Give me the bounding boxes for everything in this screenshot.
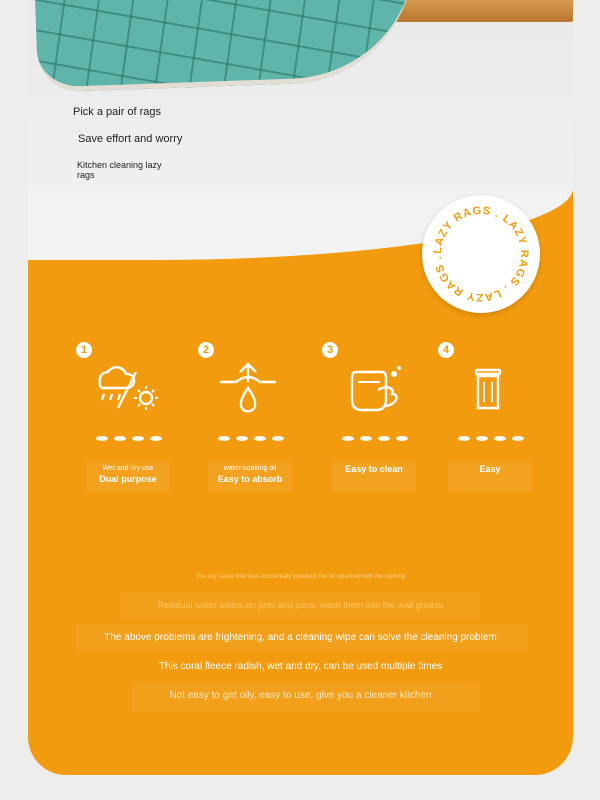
step-dots [96, 436, 166, 446]
step-number: 3 [322, 342, 338, 358]
step-2 [198, 342, 298, 502]
step-1 [76, 342, 176, 502]
cleaning-hand-icon [336, 360, 408, 416]
step-4 [438, 342, 538, 502]
svg-text:LAZY RAGS . LAZY RAGS . LAZY R [432, 205, 530, 303]
caption-big: Easy to clean [345, 464, 403, 474]
intro-line-2: Save effort and worry [78, 133, 183, 145]
badge-text: LAZY RAGS . LAZY RAGS . LAZY RAGS . [431, 204, 531, 304]
body-line-5: Not easy to get oily, easy to use, give you a cleaner kitchen [169, 690, 432, 701]
wet-dry-icon [90, 360, 162, 416]
lazy-rags-badge [422, 195, 540, 313]
caption-big: Dual purpose [99, 474, 157, 484]
step-3 [322, 342, 422, 502]
body-line-2: Residual water stains on pots and pans, wash them into the wall grease [157, 600, 444, 610]
step-number: 4 [438, 342, 454, 358]
step-dots [342, 436, 412, 446]
step-number: 1 [76, 342, 92, 358]
step-dots [218, 436, 288, 446]
step-caption [208, 462, 292, 492]
intro-line-1: Pick a pair of rags [73, 106, 162, 118]
water-absorb-icon [212, 360, 284, 416]
caption-big: Easy to absorb [217, 474, 283, 484]
intro-line-3: Kitchen cleaning lazy rags [77, 160, 162, 180]
caption-big: Easy [479, 464, 501, 474]
caption-small: Wet and dry use [102, 465, 154, 472]
body-line-1: The soy sauce that was accidentally knocked, the oil splashed with the cooking [195, 574, 406, 580]
caption-small: water-soaking oil [223, 465, 277, 472]
step-caption [86, 462, 170, 492]
trash-icon [452, 360, 524, 416]
body-line-3: The above problems are frightening, and a cleaning wipe can solve the cleaning problem [104, 632, 497, 643]
step-caption [332, 462, 416, 492]
step-number: 2 [198, 342, 214, 358]
body-line-4: This coral fleece radish, wet and dry, can be used multiple times [158, 661, 443, 672]
step-caption [448, 462, 532, 492]
step-dots [458, 436, 528, 446]
